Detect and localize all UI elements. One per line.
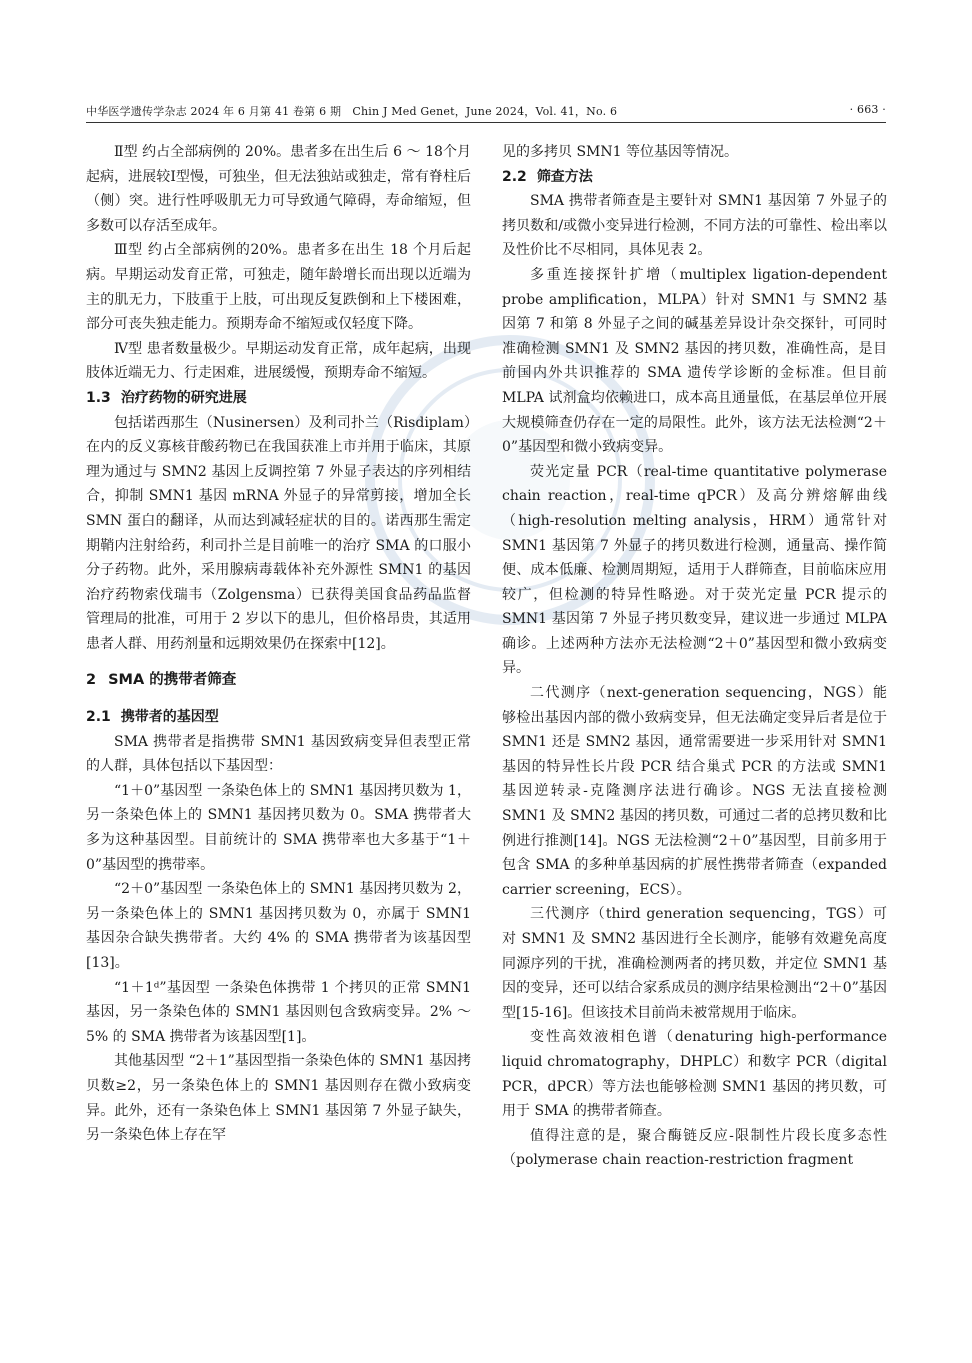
section-title: 筛查方法 [536, 168, 593, 185]
paragraph-genotype-2-0: “2＋0”基因型 一条染色体上的 SMN1 基因拷贝数为 2，另一条染色体上的 SMN1 基因拷贝数为 0，亦属于 SMN1 基因杂合缺失携带者。大约 4% 的 SMA 携带者为该基因型[13]。 [86, 881, 471, 971]
paragraph-genotype-1-0: “1＋0”基因型 一条染色体上的 SMN1 基因拷贝数为 1，另一条染色体上的 SMN1 基因拷贝数为 0。SMA 携带者大多为这种基因型。目前统计的 SMA 携带率也大多基于“1＋0”基因型的携带率。 [86, 782, 471, 873]
section-number: 2.2 [502, 168, 527, 185]
section-number: 1.3 [86, 389, 111, 406]
section-heading-1-3 [86, 386, 471, 411]
paragraph-continued: 见的多拷贝 SMN1 等位基因等情况。 [502, 144, 738, 160]
paragraph-type4: Ⅳ型 患者数量极少。早期运动发育正常，成年起病，出现肢体近端无力、行走困难，进展缓慢，预期寿命不缩短。 [86, 340, 471, 382]
paragraph-carrier-definition: SMA 携带者是指携带 SMN1 基因致病变异但表型正常的人群，具体包括以下基因型： [86, 733, 471, 775]
paragraph-type2: Ⅱ型 约占全部病例的 20%。患者多在出生后 6 ～ 18个月起病，进展较Ⅰ型慢，可独坐，但无法独站或独走，常有脊柱后（侧）突。进行性呼吸肌无力可导致通气障碍，寿命缩短，但多数可以存活至成年。 [86, 144, 471, 234]
section-heading-2 [86, 668, 471, 693]
paragraph-tgs: 三代测序（third generation sequencing，TGS）可对 SMN1 及 SMN2 基因进行全长测序，能够有效避免高度同源序列的干扰，准确检测两者的拷贝数，并定位 SMN1 基因的变异，还可以结合家系成员的测序结果检测出“2＋0”基因型[15-16]。但该技术目前尚未被常规用于临床。 [502, 906, 887, 1021]
paragraph-genotype-1-1d: “1＋1ᵈ”基因型 一条染色体携带 1 个拷贝的正常 SMN1 基因，另一条染色体的 SMN1 基因则包含致病变异。2% ～ 5% 的 SMA 携带者为该基因型[1]。 [86, 979, 471, 1045]
page-number: · 663 · [849, 103, 886, 116]
paragraph-qpcr: 荧光定量 PCR（real-time quantitative polymerase chain reaction，real-time qPCR）及高分辨熔解曲线（high-resolution melting analysis，HRM）通常针对 SMN1 基因第 7 外显子的拷贝数进行检测，通量高、操作简便、成本低廉、检测周期短，适用于人群筛查，目前临床应用较广，但检测的特异性略逊。对于荧光定量 PCR 提示的 SMN1 基因第 7 外显子拷贝数变异，建议进一步通过 MLPA 确诊。上述两种方法亦无法检测“2＋0”基因型和微小致病变异。 [502, 463, 887, 677]
section-title: 治疗药物的研究进展 [120, 389, 247, 406]
paragraph-screening-intro: SMA 携带者筛查是主要针对 SMN1 基因第 7 外显子的拷贝数和/或微小变异进行检测，不同方法的可靠性、检出率以及性价比不尽相同，具体见表 2。 [502, 193, 887, 259]
header-rule [86, 122, 886, 123]
running-header [86, 103, 886, 121]
section-heading-2-1 [86, 705, 471, 730]
section-title: 携带者的基因型 [120, 709, 219, 726]
paragraph-mlpa: 多重连接探针扩增（multiplex ligation-dependent probe amplification，MLPA）针对 SMN1 与 SMN2 基因第 7 和第 8 外显子之间的碱基差异设计杂交探针，可同时准确检测 SMN1 及 SMN2 基因的拷贝数，准确性高，是目前国内外共识推荐的 SMA 遗传学诊断的金标准。但目前 MLPA 试剂盒均依赖进口，成本高且通量低，在基层单位开展大规模筛查仍存在一定的局限性。此外，该方法无法检测“2＋0”基因型和微小致病变异。 [502, 266, 887, 456]
right-column [502, 140, 887, 1173]
paragraph-type3: Ⅲ型 约占全部病例的20%。患者多在出生 18 个月后起病。早期运动发育正常，可独走，随年龄增长而出现以近端为主的肌无力，下肢重于上肢，可出现反复跌倒和上下楼困难，部分可丧失独走能力。预期寿命不缩短或仅轻度下降。 [86, 242, 471, 333]
paragraph-dhplc: 变性高效液相色谱（denaturing high-performance liquid chromatography，DHPLC）和数字 PCR（digital PCR，dPCR）等方法也能够检测 SMN1 基因的拷贝数，可用于 SMA 的携带者筛查。 [502, 1029, 887, 1120]
journal-citation: 中华医学遗传学杂志 2024 年 6 月第 41 卷第 6 期 Chin J Med Genet，June 2024，Vol. 41，No. 6 [86, 105, 618, 118]
paragraph-pcr-rflp: 值得注意的是，聚合酶链反应-限制性片段长度多态性（polymerase chain reaction-restriction fragment [502, 1127, 887, 1169]
section-number: 2 [86, 672, 97, 689]
paragraph-drugs: 包括诺西那生（Nusinersen）及利司扑兰（Risdiplam）在内的反义寡核苷酸药物已在我国获准上市并用于临床，其原理为通过与 SMN2 基因上反调控第 7 外显子表达的序列相结合，抑制 SMN1 基因 mRNA 外显子的异常剪接，增加全长 SMN 蛋白的翻译，从而达到减轻症状的目的。诺西那生需定期鞘内注射给药，利司扑兰是目前唯一的治疗 SMA 的口服小分子药物。此外，采用腺病毒载体补充外源性 SMN1 的基因治疗药物索伐瑞韦（Zolgensma）已获得美国食品药品监督管理局的批准，可用于 2 岁以下的患儿，但价格昂贵，其适用患者人群、用药剂量和远期效果仍在探索中[12]。 [86, 414, 471, 652]
section-title: SMA 的携带者筛查 [108, 672, 237, 689]
section-heading-2-2 [502, 165, 887, 190]
paragraph-ngs: 二代测序（next-generation sequencing，NGS）能够检出基因内部的微小致病变异，但无法确定变异后者是位于 SMN1 还是 SMN2 基因，通常需要进一步采用针对 SMN1 基因的特异性长片段 PCR 结合巢式 PCR 的方法或 SMN1 基因逆转录-克隆测序法进行确诊。NGS 无法直接检测 SMN1 及 SMN2 基因的拷贝数，可通过二者的总拷贝数和比例进行推测[14]。NGS 无法检测“2＋0”基因型，目前多用于包含 SMA 的多种单基因病的扩展性携带者筛查（expanded carrier screening，ECS）。 [502, 685, 887, 898]
paragraph-other-genotypes: 其他基因型 “2＋1”基因型指一条染色体的 SMN1 基因拷贝数≥2，另一条染色体上的 SMN1 基因则存在微小致病变异。此外，还有一条染色体上 SMN1 基因第 7 外显子缺失，另一条染色体上存在罕 [86, 1053, 471, 1144]
section-number: 2.1 [86, 709, 111, 726]
left-column [86, 140, 471, 1148]
